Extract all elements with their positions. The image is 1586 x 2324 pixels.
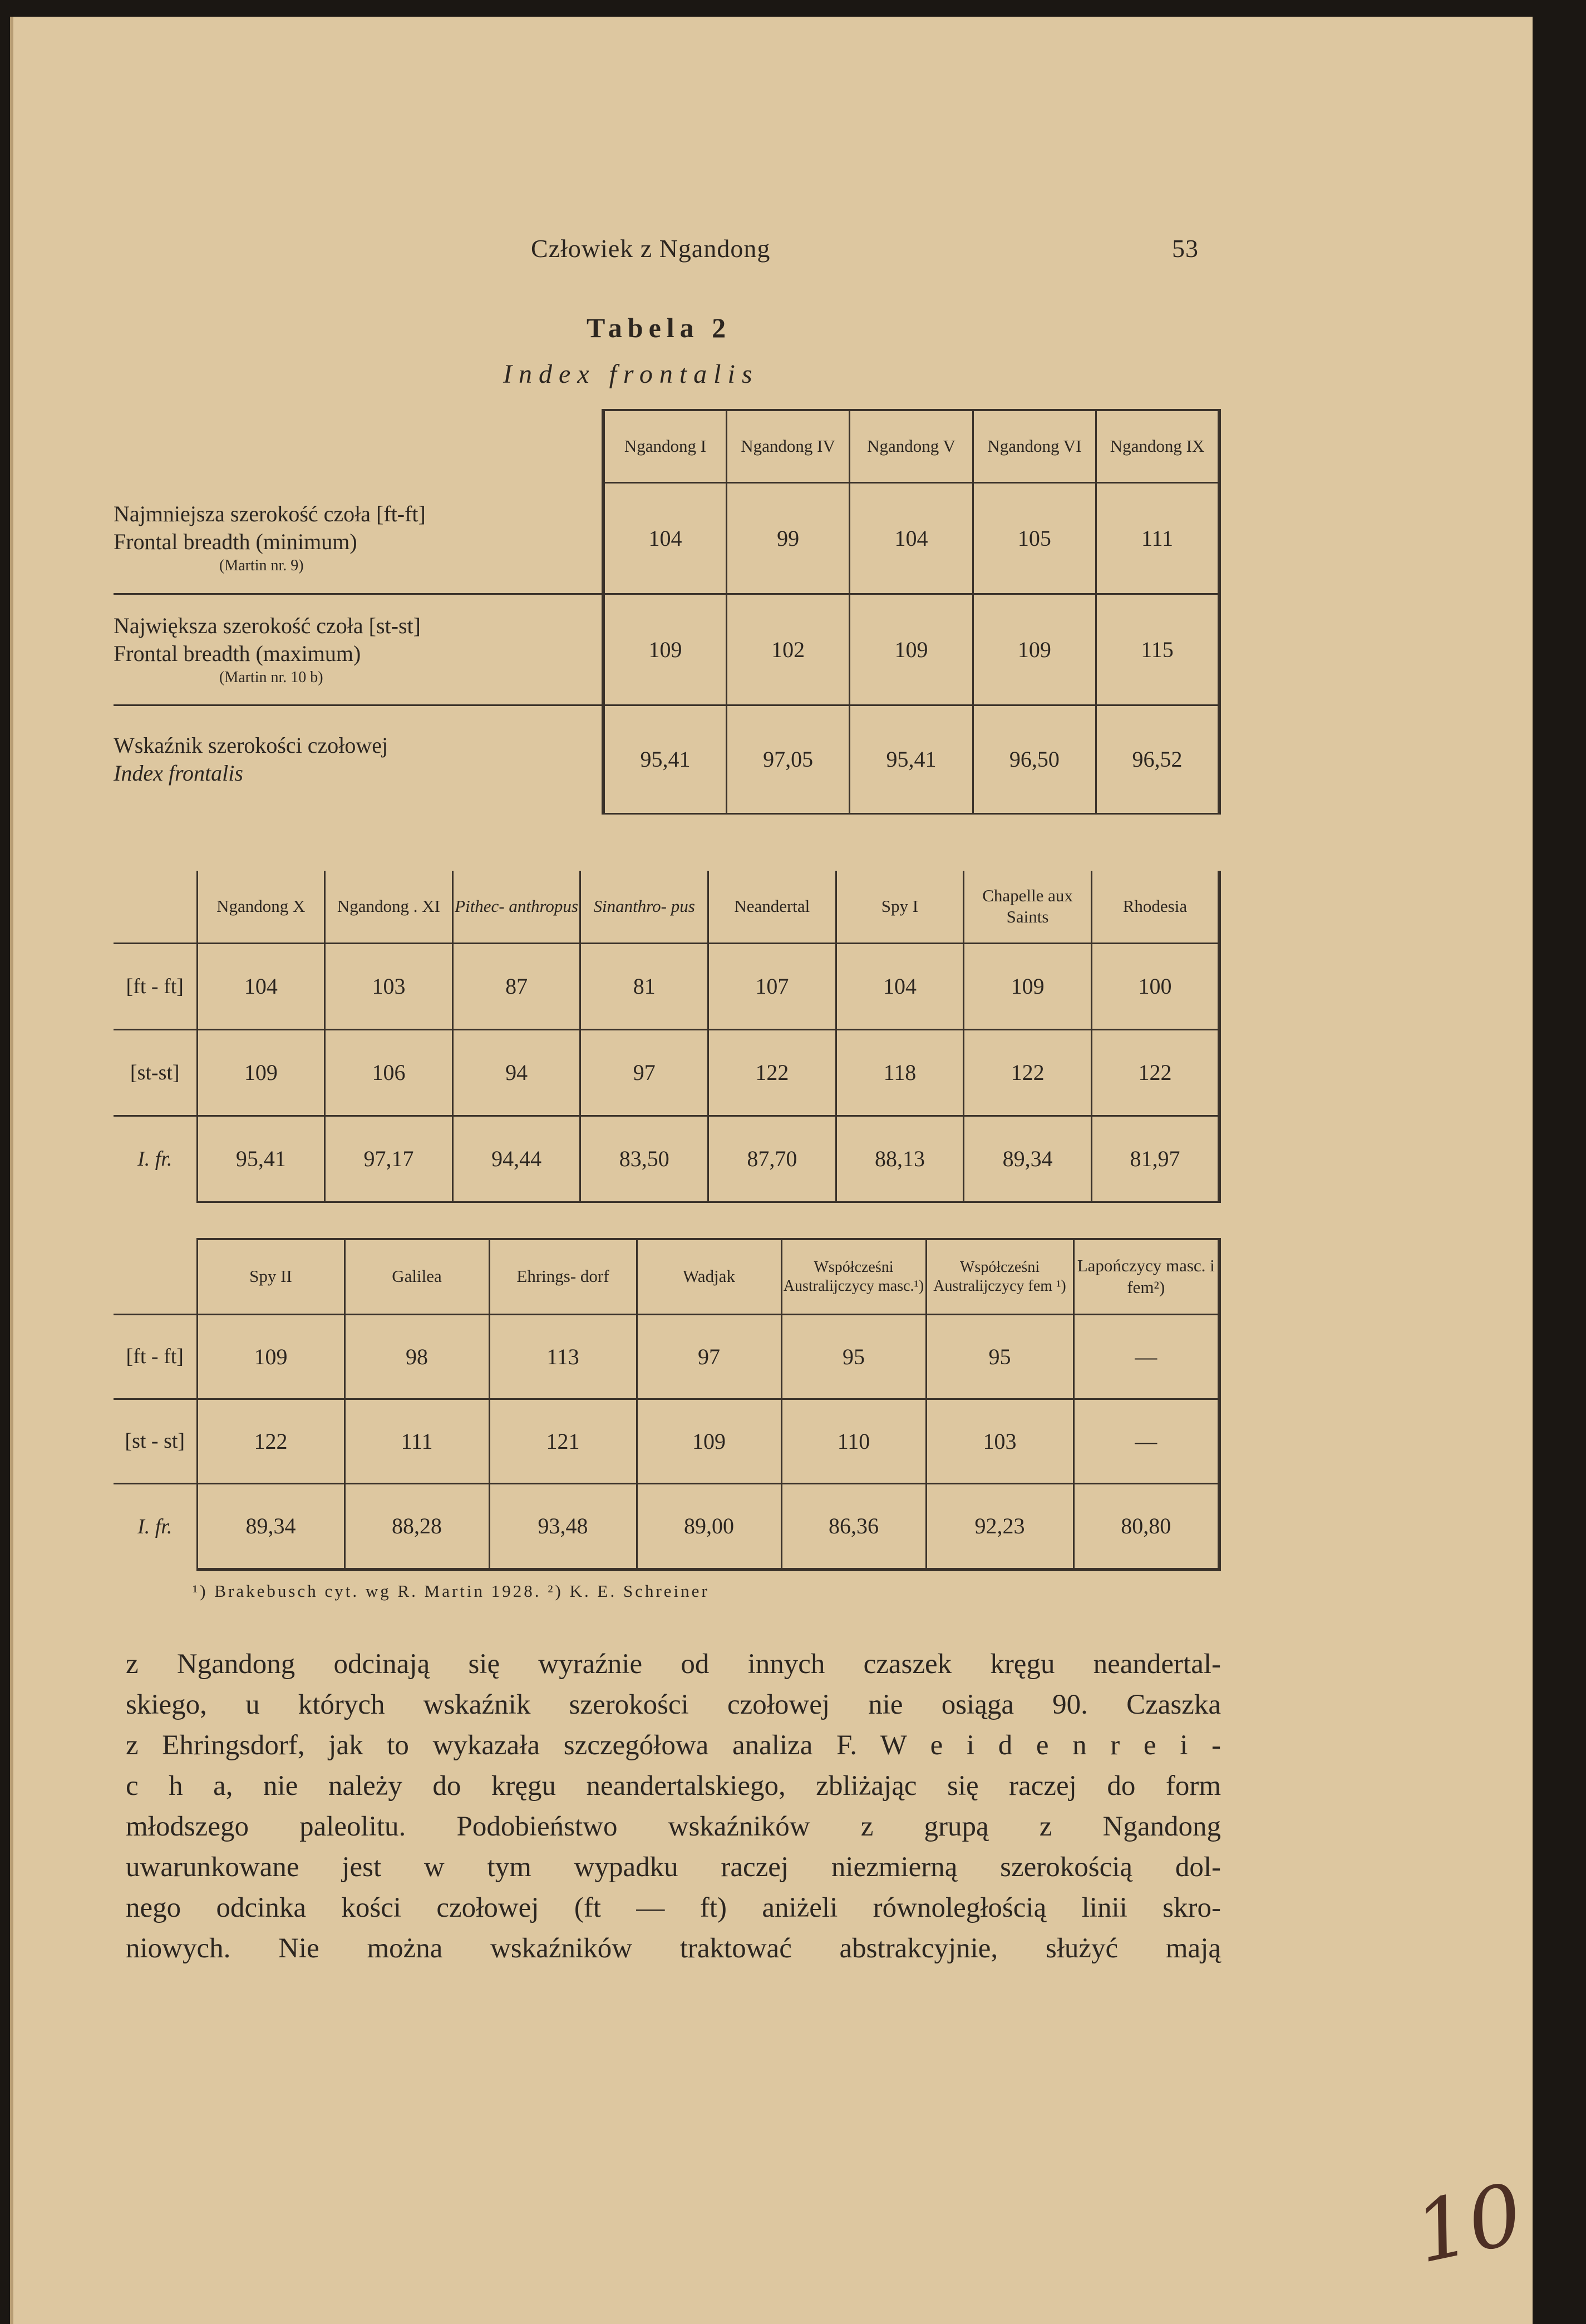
table-cell: 95,41 <box>850 705 973 813</box>
table-cell: 109 <box>850 594 973 705</box>
table-cell: 111 <box>1096 482 1219 594</box>
row-label <box>114 705 603 813</box>
table-cell: 121 <box>489 1399 637 1483</box>
row-label-pl: Najmniejsza szerokość czoła [ft-ft] <box>114 501 426 526</box>
row-label-en: Frontal breadth (maximum) <box>114 640 361 666</box>
body-line: z Ehringsdorf, jak to wykazała szczegółowa analiza F. W e i d e n r e i - <box>126 1730 1221 1761</box>
table-cell: 92,23 <box>926 1483 1073 1570</box>
table-cell: 109 <box>603 594 726 705</box>
body-line: niowych. Nie można wskaźników traktować abstrakcyjnie, służyć mają <box>126 1933 1221 1964</box>
table-cell: 122 <box>708 1029 836 1116</box>
table-comparison-2 <box>114 1238 1221 1571</box>
column-header: Lapończycy masc. i fem²) <box>1073 1239 1219 1314</box>
table-cell: 88,13 <box>836 1116 964 1202</box>
column-header: Neandertal <box>708 871 836 943</box>
table-cell: 118 <box>836 1029 964 1116</box>
row-label <box>114 482 603 594</box>
row-label: [ft - ft] <box>114 1314 197 1399</box>
table-cell: 109 <box>973 594 1096 705</box>
row-label-en: Index frontalis <box>114 761 243 786</box>
table-cell: 104 <box>603 482 726 594</box>
table-cell: 102 <box>726 594 849 705</box>
row-label: [st-st] <box>114 1029 197 1116</box>
table-cell: 103 <box>926 1399 1073 1483</box>
table-cell: 100 <box>1091 943 1219 1029</box>
table-cell: 97 <box>580 1029 708 1116</box>
table-cell: — <box>1073 1314 1219 1399</box>
footnote: ¹) Brakebusch cyt. wg R. Martin 1928. ²) K. E. Schreiner <box>193 1581 710 1601</box>
column-header: Ngandong IX <box>1096 410 1219 482</box>
table-comparison-1 <box>114 871 1221 1203</box>
table-subtitle: Index frontalis <box>503 359 759 389</box>
table-cell: 89,34 <box>197 1483 344 1570</box>
row-label-ref: (Martin nr. 9) <box>219 556 304 574</box>
row-label: [ft - ft] <box>114 943 197 1029</box>
column-header: Ngandong X <box>197 871 325 943</box>
table-cell: 96,50 <box>973 705 1096 813</box>
table-cell: 104 <box>836 943 964 1029</box>
table-cell: 89,00 <box>637 1483 781 1570</box>
table-cell: 88,28 <box>344 1483 489 1570</box>
table-cell: 106 <box>325 1029 453 1116</box>
row-label-pl: Wskaźnik szerokości czołowej <box>114 733 388 758</box>
column-header: Ngandong I <box>603 410 726 482</box>
table-cell: 81,97 <box>1091 1116 1219 1202</box>
table-cell: 109 <box>637 1399 781 1483</box>
table-cell: 109 <box>197 1314 344 1399</box>
body-line: skiego, u których wskaźnik szerokości czołowej nie osiąga 90. Czaszka <box>126 1689 1221 1720</box>
table-cell: 104 <box>850 482 973 594</box>
body-line: młodszego paleolitu. Podobieństwo wskaźników z grupą z Ngandong <box>126 1811 1221 1842</box>
table-corner <box>114 1239 197 1314</box>
table-cell: 80,80 <box>1073 1483 1219 1570</box>
book-page <box>10 17 1533 2324</box>
column-header: Rhodesia <box>1091 871 1219 943</box>
table-cell: 96,52 <box>1096 705 1219 813</box>
row-label: I. fr. <box>114 1116 197 1202</box>
table-cell: 95,41 <box>197 1116 325 1202</box>
table-cell: 99 <box>726 482 849 594</box>
table-cell: 97 <box>637 1314 781 1399</box>
table-cell: 110 <box>781 1399 926 1483</box>
table-cell: 98 <box>344 1314 489 1399</box>
table-cell: 115 <box>1096 594 1219 705</box>
running-title: Człowiek z Ngandong <box>531 234 771 263</box>
table-cell: 97,05 <box>726 705 849 813</box>
column-header: Spy I <box>836 871 964 943</box>
table-corner <box>114 410 603 482</box>
table-cell: 95 <box>781 1314 926 1399</box>
column-header: Ngandong . XI <box>325 871 453 943</box>
row-label-ref: (Martin nr. 10 b) <box>219 668 323 686</box>
column-header: Ehrings- dorf <box>489 1239 637 1314</box>
row-label: [st - st] <box>114 1399 197 1483</box>
column-header: Współcześni Australijczycy fem ¹) <box>926 1239 1073 1314</box>
table-cell: — <box>1073 1399 1219 1483</box>
table-cell: 95 <box>926 1314 1073 1399</box>
table-cell: 111 <box>344 1399 489 1483</box>
table-cell: 105 <box>973 482 1096 594</box>
table-cell: 122 <box>1091 1029 1219 1116</box>
body-line: z Ngandong odcinają się wyraźnie od innych czaszek kręgu neandertal- <box>126 1649 1221 1680</box>
handwritten-page-note: 10 <box>1406 2165 1531 2282</box>
row-label: I. fr. <box>114 1483 197 1570</box>
column-header: Galilea <box>344 1239 489 1314</box>
table-cell: 113 <box>489 1314 637 1399</box>
column-header: Sinanthro- pus <box>580 871 708 943</box>
column-header: Spy II <box>197 1239 344 1314</box>
table-cell: 103 <box>325 943 453 1029</box>
column-header: Współcześni Australijczycy masc.¹) <box>781 1239 926 1314</box>
column-header: Ngandong IV <box>726 410 849 482</box>
table-cell: 104 <box>197 943 325 1029</box>
table-cell: 87,70 <box>708 1116 836 1202</box>
table-cell: 87 <box>452 943 580 1029</box>
column-header: Pithec- anthropus <box>452 871 580 943</box>
table-cell: 94 <box>452 1029 580 1116</box>
table-cell: 122 <box>964 1029 1092 1116</box>
column-header: Ngandong V <box>850 410 973 482</box>
table-cell: 122 <box>197 1399 344 1483</box>
column-header: Ngandong VI <box>973 410 1096 482</box>
body-line: c h a, nie należy do kręgu neandertalskiego, zbliżając się raczej do form <box>126 1770 1221 1802</box>
table-cell: 81 <box>580 943 708 1029</box>
table-cell: 95,41 <box>603 705 726 813</box>
table-cell: 109 <box>964 943 1092 1029</box>
row-label <box>114 594 603 705</box>
page-number: 53 <box>1172 234 1199 263</box>
table-cell: 109 <box>197 1029 325 1116</box>
table-cell: 93,48 <box>489 1483 637 1570</box>
column-header: Wadjak <box>637 1239 781 1314</box>
row-label-en: Frontal breadth (minimum) <box>114 529 357 554</box>
row-label-pl: Największa szerokość czoła [st-st] <box>114 613 421 638</box>
body-line: uwarunkowane jest w tym wypadku raczej niezmierną szerokością dol- <box>126 1852 1221 1883</box>
column-header: Chapelle aux Saints <box>964 871 1092 943</box>
table-cell: 94,44 <box>452 1116 580 1202</box>
table-cell: 86,36 <box>781 1483 926 1570</box>
table-title: Tabela 2 <box>587 312 732 343</box>
body-paragraph <box>126 1644 1221 1969</box>
table-cell: 97,17 <box>325 1116 453 1202</box>
table-corner <box>114 871 197 943</box>
table-cell: 89,34 <box>964 1116 1092 1202</box>
table-ngandong <box>114 409 1221 815</box>
body-line: nego odcinka kości czołowej (ft — ft) aniżeli równoległością linii skro- <box>126 1892 1221 1923</box>
table-cell: 83,50 <box>580 1116 708 1202</box>
table-cell: 107 <box>708 943 836 1029</box>
